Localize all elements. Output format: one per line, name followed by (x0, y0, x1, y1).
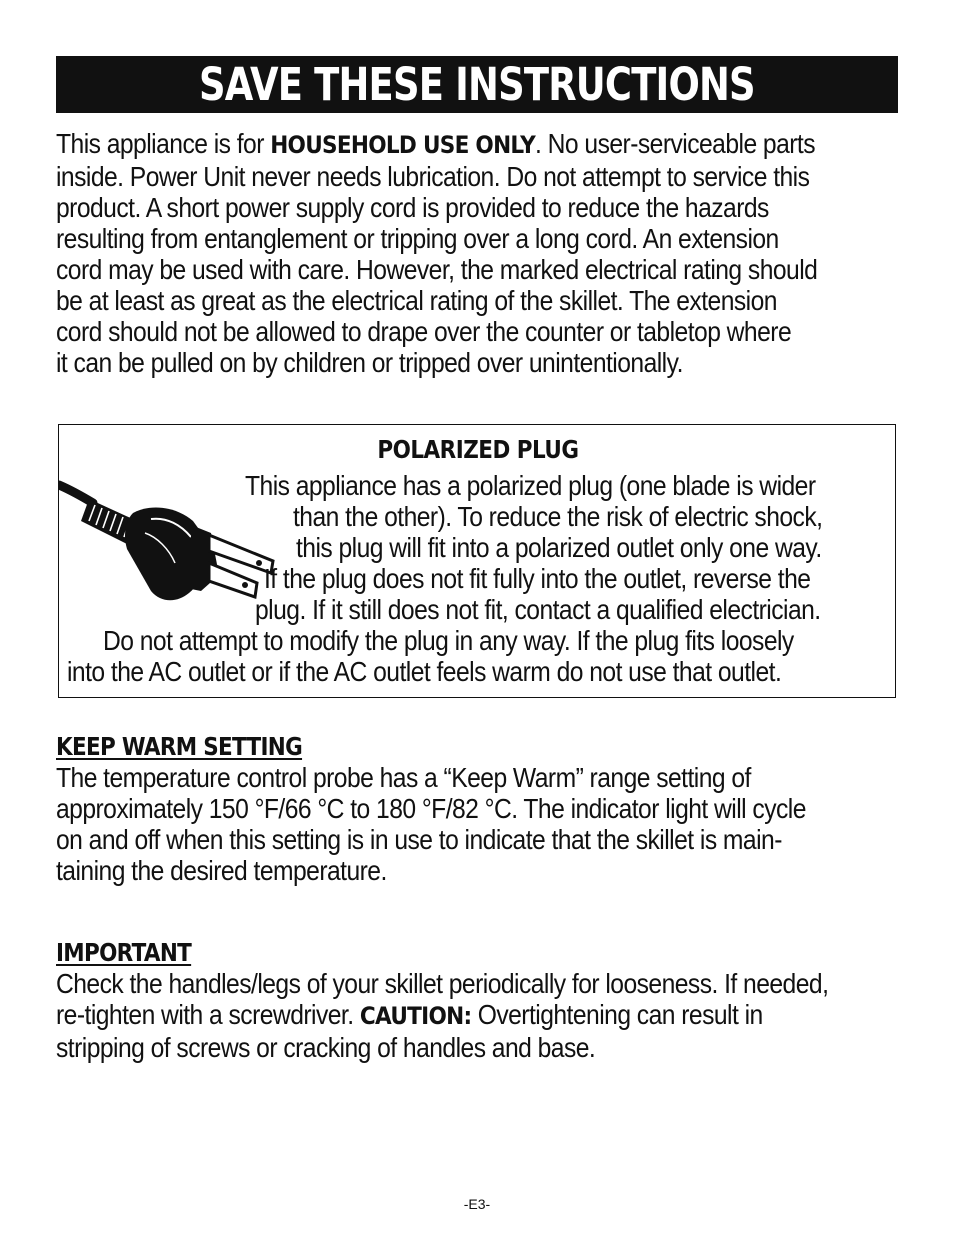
plug-text-line: plug. If it still does not fit, contact a qualified electrician. (255, 594, 821, 625)
important-heading: IMPORTANT (56, 938, 192, 967)
plug-text-line: into the AC outlet or if the AC outlet feels warm do not use that outlet. (67, 656, 782, 687)
caution-label: CAUTION: (359, 1002, 472, 1030)
important-line: re-tighten with a screwdriver. CAUTION: Overtightening can result in (56, 999, 763, 1030)
keep-warm-line: approximately 150 °F/66 °C to 180 °F/82 °C. The indicator light will cycle (56, 793, 806, 824)
household-use-only: HOUSEHOLD USE ONLY (270, 131, 536, 159)
keep-warm-body (56, 762, 902, 886)
plug-text-line: If the plug does not fit fully into the outlet, reverse the (264, 563, 811, 594)
plug-text-line: Do not attempt to modify the plug in any way. If the plug fits loosely (103, 625, 794, 656)
keep-warm-line: The temperature control probe has a “Keep Warm” range setting of (56, 762, 751, 793)
keep-warm-line: on and off when this setting is in use to indicate that the skillet is main- (56, 824, 782, 855)
keep-warm-section (56, 732, 954, 886)
important-line: stripping of screws or cracking of handles and base. (56, 1032, 596, 1063)
polarized-plug-heading: POLARIZED PLUG (377, 435, 579, 464)
title-banner (56, 56, 898, 113)
plug-text-line: than the other). To reduce the risk of electric shock, (293, 501, 823, 532)
intro-line: cord may be used with care. However, the marked electrical rating should (56, 254, 818, 285)
important-body (56, 968, 902, 1063)
intro-line: cord should not be allowed to drape over the counter or tabletop where (56, 316, 792, 347)
keep-warm-heading: KEEP WARM SETTING (56, 732, 303, 761)
intro-line: product. A short power supply cord is provided to reduce the hazards (56, 192, 769, 223)
important-section (56, 938, 954, 1063)
important-line: Check the handles/legs of your skillet periodically for looseness. If needed, (56, 968, 829, 999)
page-title: SAVE THESE INSTRUCTIONS (199, 58, 755, 111)
intro-line: it can be pulled on by children or tripped over unintentionally. (56, 347, 683, 378)
intro-line: This appliance is for HOUSEHOLD USE ONLY. No user-serviceable parts (56, 128, 816, 159)
plug-text-line: this plug will fit into a polarized outlet only one way. (296, 532, 822, 563)
intro-line: inside. Power Unit never needs lubrication. Do not attempt to service this (56, 161, 810, 192)
intro-paragraph (56, 128, 898, 378)
keep-warm-line: taining the desired temperature. (56, 855, 387, 886)
polarized-plug-box (58, 424, 896, 698)
intro-line: be at least as great as the electrical rating of the skillet. The extension (56, 285, 777, 316)
page-number: -E3- (463, 1196, 491, 1212)
intro-line: resulting from entanglement or tripping over a long cord. An extension (56, 223, 779, 254)
plug-text-line: This appliance has a polarized plug (one blade is wider (245, 470, 816, 501)
